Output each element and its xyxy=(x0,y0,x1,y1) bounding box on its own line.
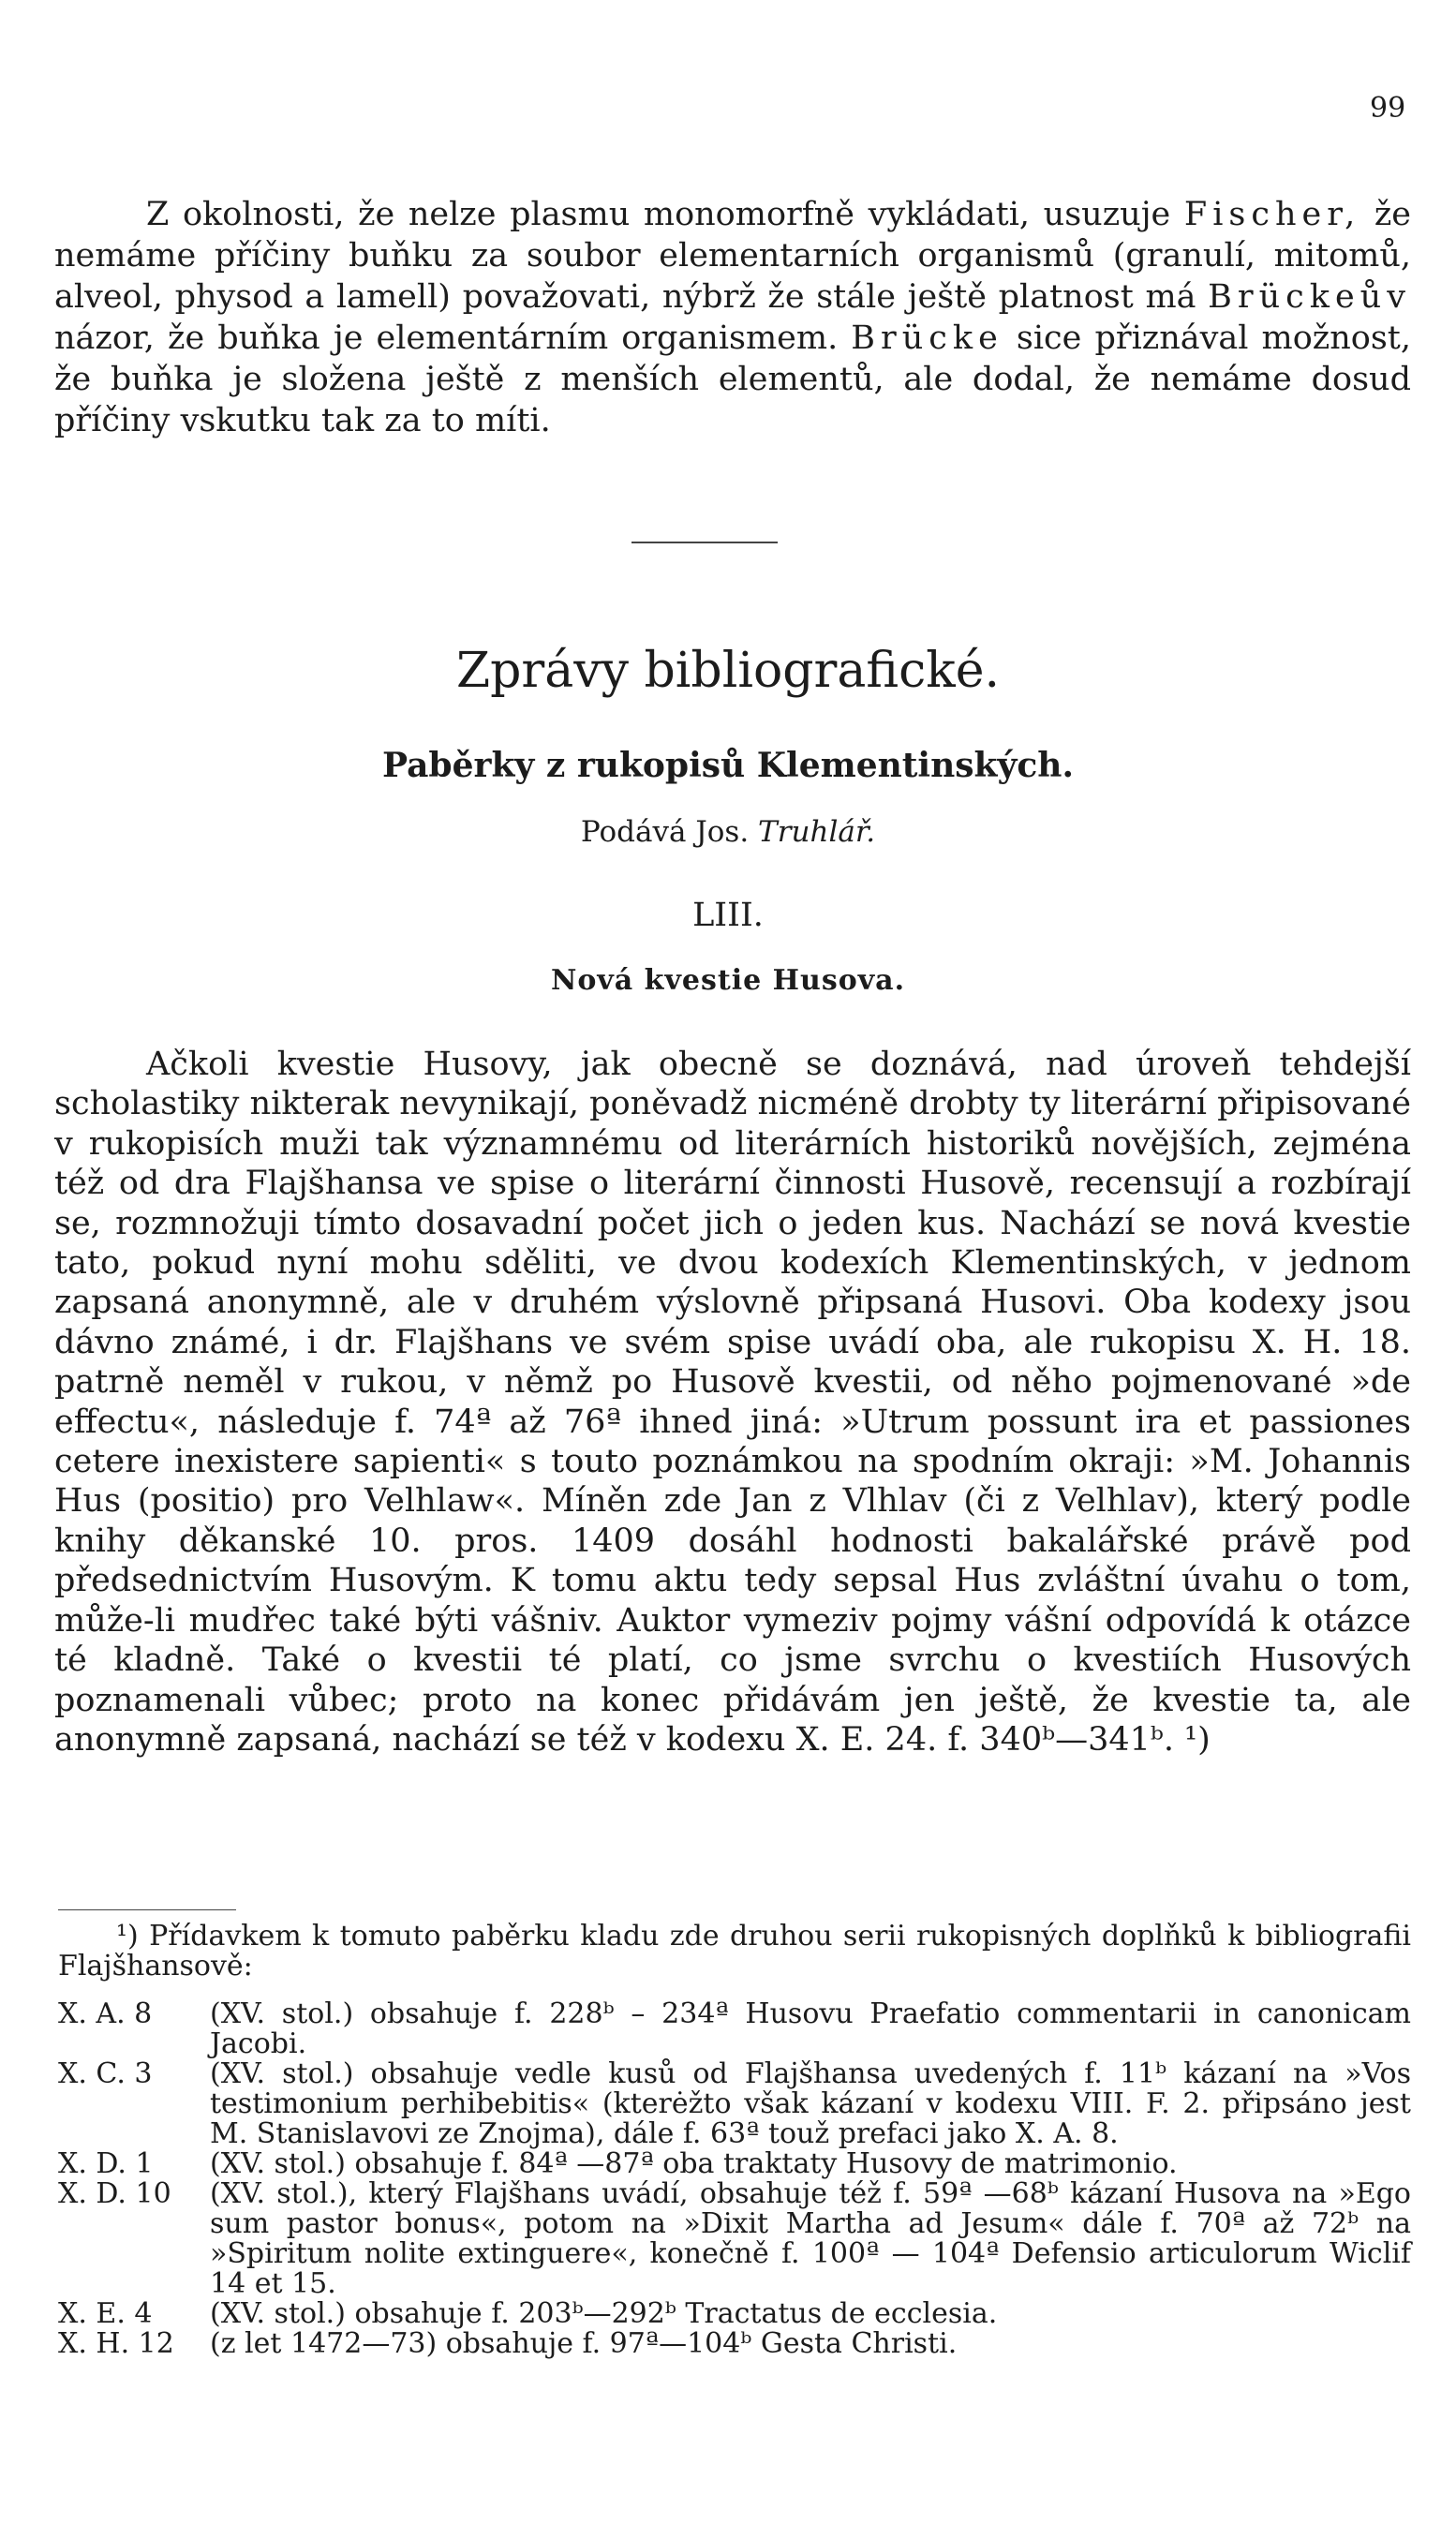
entry-text: (z let 1472—73) obsahuje f. 97ª—104ᵇ Gesta Christi. xyxy=(210,2327,958,2360)
author-name-fischer: Fischer, xyxy=(1183,196,1361,233)
footnote-list xyxy=(58,1999,1411,2359)
entry-text: (XV. stol.), který Flajšhans uvádí, obsahuje též f. 59ª —68ᵇ kázaní Husova na »Ego sum pastor bonus«, potom na »Dixit Martha ad Jesum« dále f. 70ª až 72ᵇ na »Spiritum nolite extinguere«, konečně f. 100ª — 104ª Defensio articulorum Wiclif 14 et 15. xyxy=(210,2177,1411,2300)
shelfmark: X. C. 3 xyxy=(58,2057,153,2090)
shelfmark: X. D. 1 xyxy=(58,2147,154,2180)
byline-prefix: Podává Jos. xyxy=(580,815,759,849)
footnote-intro-text: Přídavkem k tomuto paběrku kladu zde druhou serii rukopisných doplňků k bibliografii Flajšhansově: xyxy=(58,1920,1411,1982)
page-number: 99 xyxy=(1370,92,1406,125)
footnote-entry xyxy=(58,2149,1411,2179)
footnote-entry xyxy=(58,2299,1411,2329)
section-heading: Zprávy bibliografické. xyxy=(455,643,1001,699)
body-paragraph: Ačkoli kvestie Husovy, jak obecně se doznává, nad úroveň tehdejší scholastiky nikterak nevynikají, poněvadž nicméně drobty ty literární připisované v rukopisích muži tak významnému od literárních historiků novějších, zejména též od dra Flajšhansa ve spise o literární činnosti Husově, recensují a rozbírají se, rozmnožuji tímto dosavadní počet jich o jeden kus. Nachází se nová kvestie tato, pokud nyní mohu sděliti, ve dvou kodexích Klementinských, v jednom zapsaná anonymně, ale v druhém výslovně připsaná Husovi. Oba kodexy jsou dávno známé, i dr. Flajšhans ve svém spise uvádí oba, ale rukopisu X. H. 18. patrně neměl v rukou, v němž po Husově kvestii, od něho pojmenované »de effectu«, následuje f. 74ª až 76ª ihned jiná: »Utrum possunt ira et passiones cetere inexistere sapienti« s touto poznámkou na spodním okraji: »M. Johannis Hus (positio) pro Velhlaw«. Míněn zde Jan z Vlhlav (či z Velhlav), který podle knihy děkanské 10. pros. 1409 dosáhl hodnosti bakalářské právě pod předsednictvím Husovým. K tomu aktu tedy sepsal Hus zvláštní úvahu o tom, může-li mudřec také býti vášniv. Auktor vymeziv pojmy vášní odpovídá k otázce té kladně. Také o kvestii té platí, co jsme svrchu o kvestiích Husových poznamenali vůbec; proto na konec přidávám jen ještě, že kvestie ta, ale anonymně zapsaná, nachází se též v kodexu X. E. 24. f. 340ᵇ—341ᵇ. ¹) xyxy=(54,1046,1411,1759)
footnote-entry xyxy=(58,2329,1411,2359)
footnote-marker: ¹) xyxy=(116,1920,139,1953)
byline-author: Truhlář. xyxy=(758,815,876,849)
footnote-entry xyxy=(58,2179,1411,2299)
intro-paragraph xyxy=(54,194,1411,441)
entry-text: (XV. stol.) obsahuje f. 84ª —87ª oba traktaty Husovy de matrimonio. xyxy=(210,2147,1178,2180)
shelfmark: X. H. 12 xyxy=(58,2327,174,2360)
footnote-divider xyxy=(58,1909,236,1910)
intro-text-middle: že nemáme příčiny buňku za soubor elementarních organismů (granulí, mitomů, alveol, physod a lamell) považovati, nýbrž že stále ještě platnost má xyxy=(54,196,1412,316)
intro-text-start: Z okolnosti, že nelze plasmu monomorfně vykládati, usuzuje xyxy=(146,196,1184,233)
author-name-bruecke-possessive: Brückeův xyxy=(1208,278,1411,316)
intro-text-after-possessive: názor, že buňka je elementárním organismem. xyxy=(54,319,852,357)
footnote-intro xyxy=(58,1922,1411,1982)
shelfmark: X. A. 8 xyxy=(58,1997,153,2030)
article-title: Paběrky z rukopisů Klementinských. xyxy=(381,746,1075,785)
footnote-entry xyxy=(58,1999,1411,2059)
entry-text: (XV. stol.) obsahuje f. 203ᵇ—292ᵇ Tractatus de ecclesia. xyxy=(210,2297,998,2330)
intro-text-ending: sice přiznával možnost, že buňka je složena ještě z menších elementů, ale dodal, že nemáme dosud příčiny vskutku tak za to míti. xyxy=(54,319,1411,439)
entry-text: (XV. stol.) obsahuje f. 228ᵇ – 234ª Husovu Praefatio commentarii in canonicam Jacobi. xyxy=(210,1997,1411,2060)
byline xyxy=(0,813,1456,851)
question-title: Nová kvestie Husova. xyxy=(550,964,906,997)
shelfmark: X. E. 4 xyxy=(58,2297,153,2330)
entry-text: (XV. stol.) obsahuje vedle kusů od Flajšhansa uvedených f. 11ᵇ kázaní na »Vos testimonium perhibebitis« (kterėžto však kázaní v kodexu VIII. F. 2. připsáno jest M. Stanislavovi ze Znojma), dále f. 63ª touž prefaci jako X. A. 8. xyxy=(210,2057,1411,2150)
chapter-number: LIII. xyxy=(692,897,764,934)
section-divider xyxy=(631,542,778,543)
footnote-entry xyxy=(58,2059,1411,2149)
author-name-bruecke: Brücke xyxy=(851,319,1003,357)
shelfmark: X. D. 10 xyxy=(58,2177,171,2210)
